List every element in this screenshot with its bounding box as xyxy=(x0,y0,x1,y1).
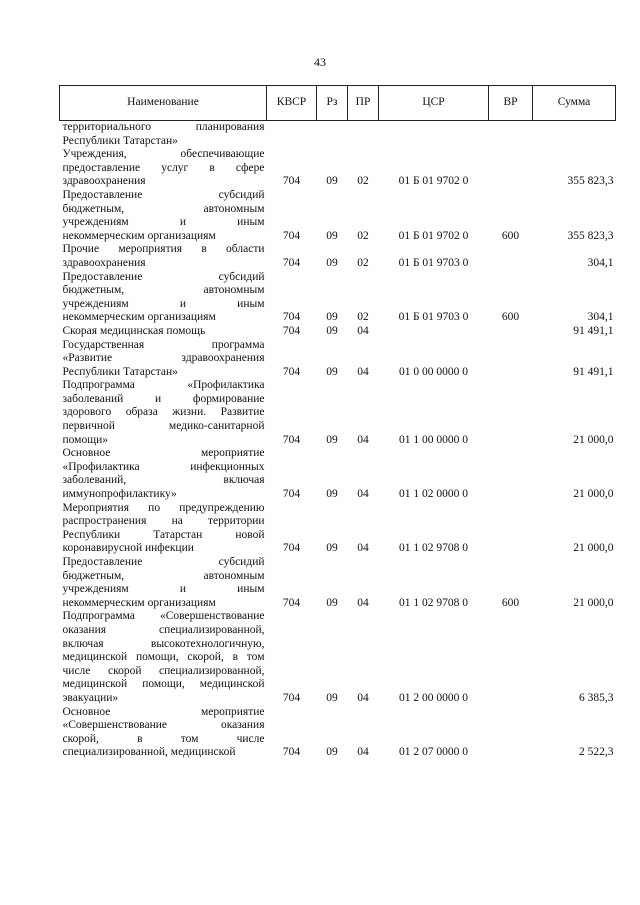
cell-name xyxy=(60,271,267,325)
cell-kvsr: 704 xyxy=(282,311,301,324)
cell-sum: 21 000,0 xyxy=(573,596,614,609)
row-name-text xyxy=(63,271,265,325)
header-csr: ЦСР xyxy=(379,86,489,121)
row-name-line: некоммерческим организациям xyxy=(62,311,216,324)
cell-csr: 01 2 07 0000 0 xyxy=(399,746,468,759)
cell-pr: 02 xyxy=(357,256,369,269)
row-name-line: учреждениям и иным xyxy=(62,216,265,229)
cell-rz: 09 xyxy=(326,746,338,759)
row-name-text xyxy=(63,121,265,148)
cell-vr xyxy=(489,148,533,189)
cell-vr xyxy=(489,325,533,339)
cell-sum: 21 000,0 xyxy=(573,542,614,555)
cell-sum: 21 000,0 xyxy=(573,433,614,446)
row-name-line: Предоставление субсидий xyxy=(62,270,265,283)
cell-rz: 09 xyxy=(326,433,338,446)
cell-kvsr: 704 xyxy=(282,433,301,446)
cell-rz: 09 xyxy=(326,596,338,609)
table-row xyxy=(60,121,616,149)
cell-pr: 02 xyxy=(357,311,369,324)
cell-name xyxy=(60,706,267,760)
cell-name xyxy=(60,121,267,149)
table-body xyxy=(60,121,616,760)
row-name-text xyxy=(63,556,265,610)
table-row xyxy=(60,610,616,705)
cell-sum: 91 491,1 xyxy=(573,365,614,378)
cell-kvsr: 704 xyxy=(282,691,301,704)
cell-pr: 04 xyxy=(357,691,369,704)
row-name-line: Республики Татарстан» xyxy=(62,134,178,147)
cell-pr: 04 xyxy=(357,433,369,446)
cell-name xyxy=(60,339,267,380)
row-name-line: Основное мероприятие xyxy=(62,447,265,460)
cell-csr: 01 Б 01 9702 0 xyxy=(398,175,469,188)
header-vr: ВР xyxy=(489,86,533,121)
row-name-text xyxy=(63,610,265,705)
header-row xyxy=(60,86,616,121)
cell-sum: 304,1 xyxy=(587,256,614,269)
cell-pr xyxy=(348,121,379,149)
row-name-text xyxy=(63,148,265,189)
cell-name xyxy=(60,148,267,189)
cell-sum: 355 823,3 xyxy=(567,229,614,242)
row-name-line: здорового образа жизни. Развитие xyxy=(62,406,265,419)
table-row xyxy=(60,447,616,501)
cell-csr xyxy=(379,121,489,149)
cell-rz: 09 xyxy=(326,365,338,378)
table-header xyxy=(60,86,616,121)
cell-vr xyxy=(489,379,533,447)
cell-csr xyxy=(379,325,489,339)
cell-csr: 01 1 02 9708 0 xyxy=(399,542,468,555)
row-name-line: предоставление услуг в сфере xyxy=(62,161,265,174)
table-row xyxy=(60,556,616,610)
cell-csr: 01 1 02 9708 0 xyxy=(399,596,468,609)
row-name-text xyxy=(63,339,265,380)
row-name-line: Государственная программа xyxy=(62,338,265,351)
cell-sum: 21 000,0 xyxy=(573,488,614,501)
cell-sum: 2 522,3 xyxy=(579,746,614,759)
cell-name xyxy=(60,610,267,705)
row-name-text xyxy=(63,189,265,243)
row-name-line: Основное мероприятие xyxy=(62,705,265,718)
cell-pr: 04 xyxy=(357,324,369,337)
cell-name xyxy=(60,447,267,501)
cell-kvsr: 704 xyxy=(282,229,301,242)
cell-vr xyxy=(489,339,533,380)
cell-kvsr: 704 xyxy=(282,256,301,269)
table-row xyxy=(60,189,616,243)
row-name-text xyxy=(63,325,265,339)
cell-csr: 01 1 00 0000 0 xyxy=(399,433,468,446)
row-name-text xyxy=(63,502,265,556)
row-name-line: иммунопрофилактику» xyxy=(62,488,177,501)
row-name-line: числе скорой специализированной, xyxy=(62,664,265,677)
cell-rz: 09 xyxy=(326,488,338,501)
row-name-line: заболеваний и формирование xyxy=(62,392,265,405)
cell-kvsr: 704 xyxy=(282,542,301,555)
row-name-line: «Совершенствование оказания xyxy=(62,719,265,732)
cell-rz: 09 xyxy=(326,311,338,324)
cell-pr: 04 xyxy=(357,596,369,609)
cell-vr xyxy=(489,610,533,705)
cell-rz: 09 xyxy=(326,324,338,337)
row-name-line: некоммерческим организациям xyxy=(62,229,216,242)
row-name-line: оказания специализированной, xyxy=(62,623,265,636)
row-name-line: специализированной, медицинской xyxy=(62,746,236,759)
cell-kvsr: 704 xyxy=(282,324,301,337)
row-name-line: Подпрограмма «Профилактика xyxy=(62,379,265,392)
header-sum: Сумма xyxy=(533,86,616,121)
row-name-line: коронавирусной инфекции xyxy=(62,542,194,555)
cell-pr: 04 xyxy=(357,488,369,501)
row-name-text xyxy=(63,379,265,447)
cell-pr: 02 xyxy=(357,229,369,242)
row-name-line: скорой, в том числе xyxy=(62,732,265,745)
row-name-line: территориального планирования xyxy=(62,121,265,133)
cell-name xyxy=(60,556,267,610)
row-name-line: помощи» xyxy=(62,433,108,446)
row-name-text xyxy=(63,447,265,501)
row-name-line: Мероприятия по предупреждению xyxy=(62,501,265,514)
cell-vr xyxy=(489,243,533,270)
cell-rz: 09 xyxy=(326,175,338,188)
header-name: Наименование xyxy=(60,86,267,121)
cell-pr: 04 xyxy=(357,365,369,378)
cell-name xyxy=(60,502,267,556)
cell-vr xyxy=(489,502,533,556)
cell-kvsr: 704 xyxy=(282,746,301,759)
cell-name xyxy=(60,325,267,339)
cell-rz: 09 xyxy=(326,229,338,242)
row-name-line: бюджетным, автономным xyxy=(62,284,265,297)
row-name-line: Учреждения, обеспечивающие xyxy=(62,148,265,161)
cell-csr: 01 Б 01 9703 0 xyxy=(398,311,469,324)
row-name-line: Прочие мероприятия в области xyxy=(62,243,265,256)
cell-kvsr: 704 xyxy=(282,175,301,188)
row-name-text xyxy=(63,706,265,760)
cell-pr: 04 xyxy=(357,542,369,555)
row-name-line: учреждениям и иным xyxy=(62,297,265,310)
table-row xyxy=(60,271,616,325)
row-name-line: эвакуации» xyxy=(62,691,119,704)
row-name-line: заболеваний, включая xyxy=(62,474,265,487)
cell-vr: 600 xyxy=(501,229,520,242)
cell-csr: 01 1 02 0000 0 xyxy=(399,488,468,501)
cell-sum: 6 385,3 xyxy=(579,691,614,704)
row-name-line: бюджетным, автономным xyxy=(62,569,265,582)
cell-rz: 09 xyxy=(326,691,338,704)
cell-vr xyxy=(489,447,533,501)
row-name-line: распространения на территории xyxy=(62,515,265,528)
cell-kvsr: 704 xyxy=(282,488,301,501)
row-name-line: некоммерческим организациям xyxy=(62,596,216,609)
budget-table xyxy=(59,85,616,760)
row-name-line: медицинской помощи, скорой, в том xyxy=(62,651,265,664)
header-pr: ПР xyxy=(348,86,379,121)
cell-pr: 02 xyxy=(357,175,369,188)
row-name-line: «Профилактика инфекционных xyxy=(62,460,265,473)
cell-kvsr: 704 xyxy=(282,596,301,609)
row-name-line: здравоохранения xyxy=(62,256,146,269)
row-name-line: здравоохранения xyxy=(62,175,146,188)
table-row xyxy=(60,148,616,189)
row-name-line: «Развитие здравоохранения xyxy=(62,352,265,365)
cell-pr: 04 xyxy=(357,746,369,759)
cell-rz xyxy=(317,121,348,149)
cell-csr: 01 2 00 0000 0 xyxy=(399,691,468,704)
row-name-line: Предоставление субсидий xyxy=(62,556,265,568)
cell-sum: 355 823,3 xyxy=(567,175,614,188)
cell-csr: 01 0 00 0000 0 xyxy=(399,365,468,378)
row-name-line: включая высокотехнологичную, xyxy=(62,637,265,650)
row-name-text xyxy=(63,243,265,270)
table-row xyxy=(60,706,616,760)
row-name-line: первичной медико-санитарной xyxy=(62,420,265,433)
cell-rz: 09 xyxy=(326,542,338,555)
row-name-line: бюджетным, автономным xyxy=(62,202,265,215)
cell-csr: 01 Б 01 9703 0 xyxy=(398,256,469,269)
cell-name xyxy=(60,379,267,447)
row-name-line: Республики Татарстан» xyxy=(62,365,178,378)
table-row xyxy=(60,339,616,380)
page-number: 43 xyxy=(314,55,326,69)
table-row xyxy=(60,502,616,556)
table-row xyxy=(60,243,616,270)
cell-name xyxy=(60,189,267,243)
cell-name xyxy=(60,243,267,270)
cell-csr: 01 Б 01 9702 0 xyxy=(398,229,469,242)
cell-sum xyxy=(533,121,616,149)
cell-rz: 09 xyxy=(326,256,338,269)
row-name-line: Республики Татарстан новой xyxy=(62,528,265,541)
table-row xyxy=(60,379,616,447)
cell-vr: 600 xyxy=(501,596,520,609)
cell-vr xyxy=(489,706,533,760)
header-rz: Рз xyxy=(317,86,348,121)
cell-sum: 304,1 xyxy=(587,311,614,324)
row-name-line: медицинской помощи, медицинской xyxy=(62,678,265,691)
row-name-line: учреждениям и иным xyxy=(62,583,265,596)
row-name-line: Предоставление субсидий xyxy=(62,188,265,201)
cell-sum: 91 491,1 xyxy=(573,324,614,337)
row-name-line: Подпрограмма «Совершенствование xyxy=(62,610,265,623)
row-name-line: Скорая медицинская помощь xyxy=(62,324,206,337)
header-kvsr: КВСР xyxy=(267,86,317,121)
cell-kvsr xyxy=(267,121,317,149)
cell-vr: 600 xyxy=(501,311,520,324)
cell-vr xyxy=(489,121,533,149)
cell-kvsr: 704 xyxy=(282,365,301,378)
table-row xyxy=(60,325,616,339)
